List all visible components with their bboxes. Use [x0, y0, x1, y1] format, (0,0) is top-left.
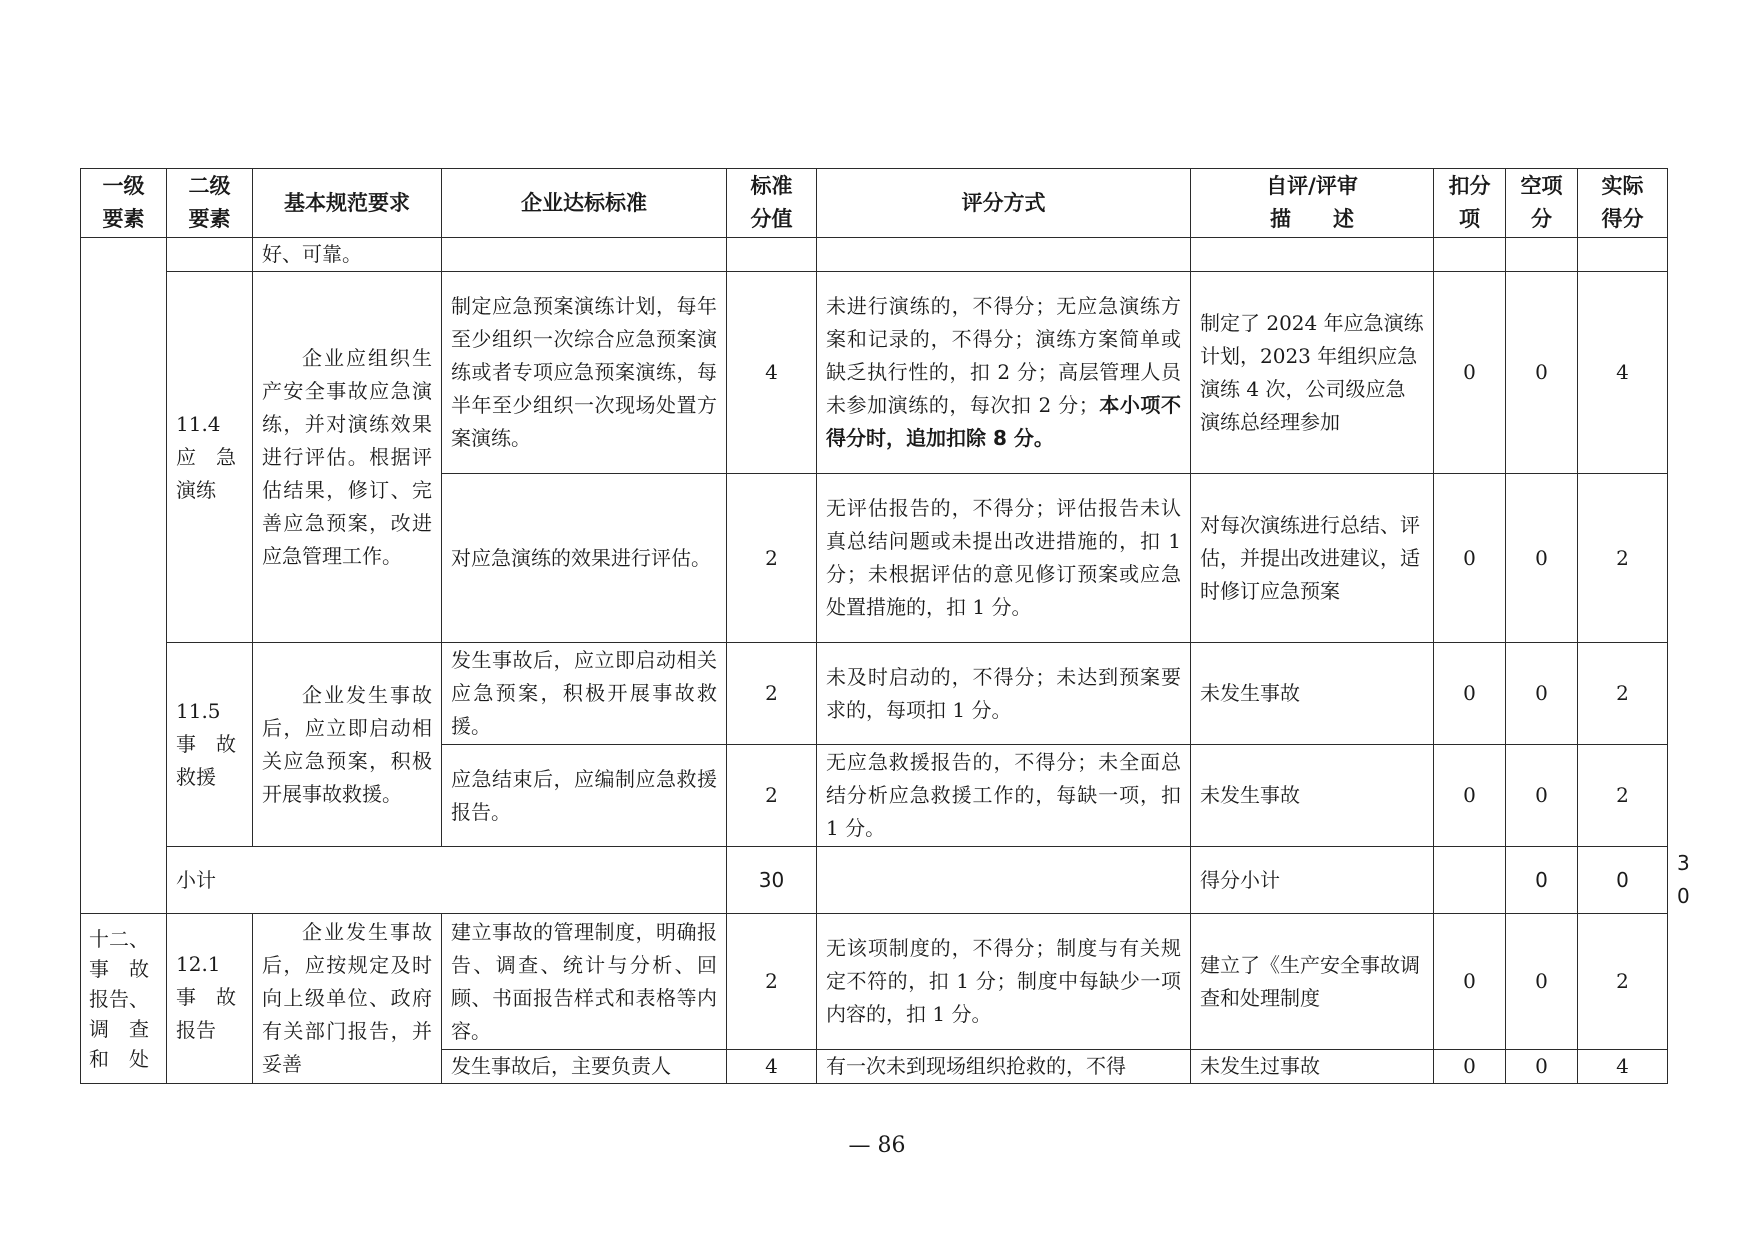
actual-cell: 2 [1578, 643, 1668, 745]
header-level1: 一级 要素 [81, 169, 167, 238]
actual-cell: 2 [1578, 474, 1668, 643]
description-cell: 制定了 2024 年应急演练计划，2023 年组织应急演练 4 次，公司级应急演练总经理参加 [1191, 272, 1434, 474]
description-cell: 对每次演练进行总结、评估，并提出改进建议，适时修订应急预案 [1191, 474, 1434, 643]
score-cell: 4 [727, 272, 817, 474]
subtotal-empty: 0 [1578, 847, 1668, 914]
header-standard: 企业达标标准 [442, 169, 727, 238]
subtotal-row: 小计 30 得分小计 0 0 30 [81, 847, 1668, 914]
score-cell: 2 [727, 643, 817, 745]
standard-cell: 建立事故的管理制度，明确报告、调查、统计与分析、回顾、书面报告样式和表格等内容。 [442, 914, 727, 1050]
empty-cell: 0 [1506, 745, 1578, 847]
header-empty: 空项 分 [1506, 169, 1578, 238]
actual-cell: 2 [1578, 745, 1668, 847]
header-deduct: 扣分 项 [1434, 169, 1506, 238]
level1-cell: 十二、 事 故 报告、 调 查 和 处 [81, 914, 167, 1084]
standard-cell: 制定应急预案演练计划，每年至少组织一次综合应急预案演练或者专项应急预案演练，每半年至少组织一次现场处置方案演练。 [442, 272, 727, 474]
level2-cell: 11.5 事 故 救援 [167, 643, 253, 847]
requirement-cell: 好、可靠。 [253, 238, 442, 272]
requirement-cell: 企业发生事故后，应立即启动相关应急预案，积极开展事故救援。 [253, 643, 442, 847]
description-cell: 建立了《生产安全事故调查和处理制度 [1191, 914, 1434, 1050]
header-description: 自评/评审 描 述 [1191, 169, 1434, 238]
method-cell: 无该项制度的，不得分；制度与有关规定不符的，扣 1 分；制度中每缺少一项内容的，扣 1 分。 [817, 914, 1191, 1050]
level2-cell: 11.4 应 急 演练 [167, 272, 253, 643]
actual-cell: 2 [1578, 914, 1668, 1050]
empty-cell: 0 [1506, 914, 1578, 1050]
standard-cell: 发生事故后，应立即启动相关应急预案，积极开展事故救援。 [442, 643, 727, 745]
level1-cell-empty [81, 238, 167, 914]
deduct-cell: 0 [1434, 474, 1506, 643]
subtotal-method-label: 得分小计 [1191, 847, 1434, 914]
actual-cell: 4 [1578, 272, 1668, 474]
subtotal-label: 小计 [167, 847, 727, 914]
method-cell: 无应急救援报告的，不得分；未全面总结分析应急救援工作的，每缺一项，扣 1 分。 [817, 745, 1191, 847]
level2-cell: 12.1 事 故 报告 [167, 914, 253, 1084]
deduct-cell: 0 [1434, 1050, 1506, 1084]
score-cell: 2 [727, 914, 817, 1050]
empty-cell: 0 [1506, 474, 1578, 643]
deduct-cell: 0 [1434, 272, 1506, 474]
table-row [81, 272, 1668, 474]
requirement-cell: 企业发生事故后，应按规定及时向上级单位、政府有关部门报告，并妥善 [253, 914, 442, 1084]
header-method: 评分方式 [817, 169, 1191, 238]
standard-cell: 对应急演练的效果进行评估。 [442, 474, 727, 643]
empty-cell: 0 [1506, 643, 1578, 745]
deduct-cell: 0 [1434, 643, 1506, 745]
score-cell: 2 [727, 745, 817, 847]
header-requirement: 基本规范要求 [253, 169, 442, 238]
description-cell: 未发生事故 [1191, 745, 1434, 847]
deduct-cell: 0 [1434, 745, 1506, 847]
header-row [81, 169, 1668, 238]
subtotal-score: 30 [727, 847, 817, 914]
table-row [81, 643, 1668, 745]
standard-cell: 发生事故后，主要负责人 [442, 1050, 727, 1084]
actual-cell: 4 [1578, 1050, 1668, 1084]
table-row [81, 238, 1668, 272]
score-cell: 2 [727, 474, 817, 643]
header-score: 标准 分值 [727, 169, 817, 238]
table-row [81, 914, 1668, 1050]
empty-cell: 0 [1506, 1050, 1578, 1084]
requirement-cell: 企业应组织生产安全事故应急演练，并对演练效果进行评估。根据评估结果，修订、完善应急预案，改进应急管理工作。 [253, 272, 442, 643]
method-cell: 有一次未到现场组织抢救的，不得 [817, 1050, 1191, 1084]
method-cell: 无评估报告的，不得分；评估报告未认真总结问题或未提出改进措施的，扣 1 分；未根据评估的意见修订预案或应急处置措施的，扣 1 分。 [817, 474, 1191, 643]
standard-cell: 应急结束后，应编制应急救援报告。 [442, 745, 727, 847]
description-cell: 未发生事故 [1191, 643, 1434, 745]
description-cell: 未发生过事故 [1191, 1050, 1434, 1084]
header-actual: 实际 得分 [1578, 169, 1668, 238]
deduct-cell: 0 [1434, 914, 1506, 1050]
subtotal-deduct: 0 [1506, 847, 1578, 914]
header-level2: 二级 要素 [167, 169, 253, 238]
method-cell: 未进行演练的，不得分；无应急演练方案和记录的，不得分；演练方案简单或缺乏执行性的，扣 2 分；高层管理人员未参加演练的，每次扣 2 分；本小项不得分时，追加扣除 8 分。 [817, 272, 1191, 474]
empty-cell: 0 [1506, 272, 1578, 474]
page-number: — 86 [848, 1133, 906, 1158]
evaluation-table [80, 168, 1690, 1084]
method-cell: 未及时启动的，不得分；未达到预案要求的，每项扣 1 分。 [817, 643, 1191, 745]
score-cell: 4 [727, 1050, 817, 1084]
